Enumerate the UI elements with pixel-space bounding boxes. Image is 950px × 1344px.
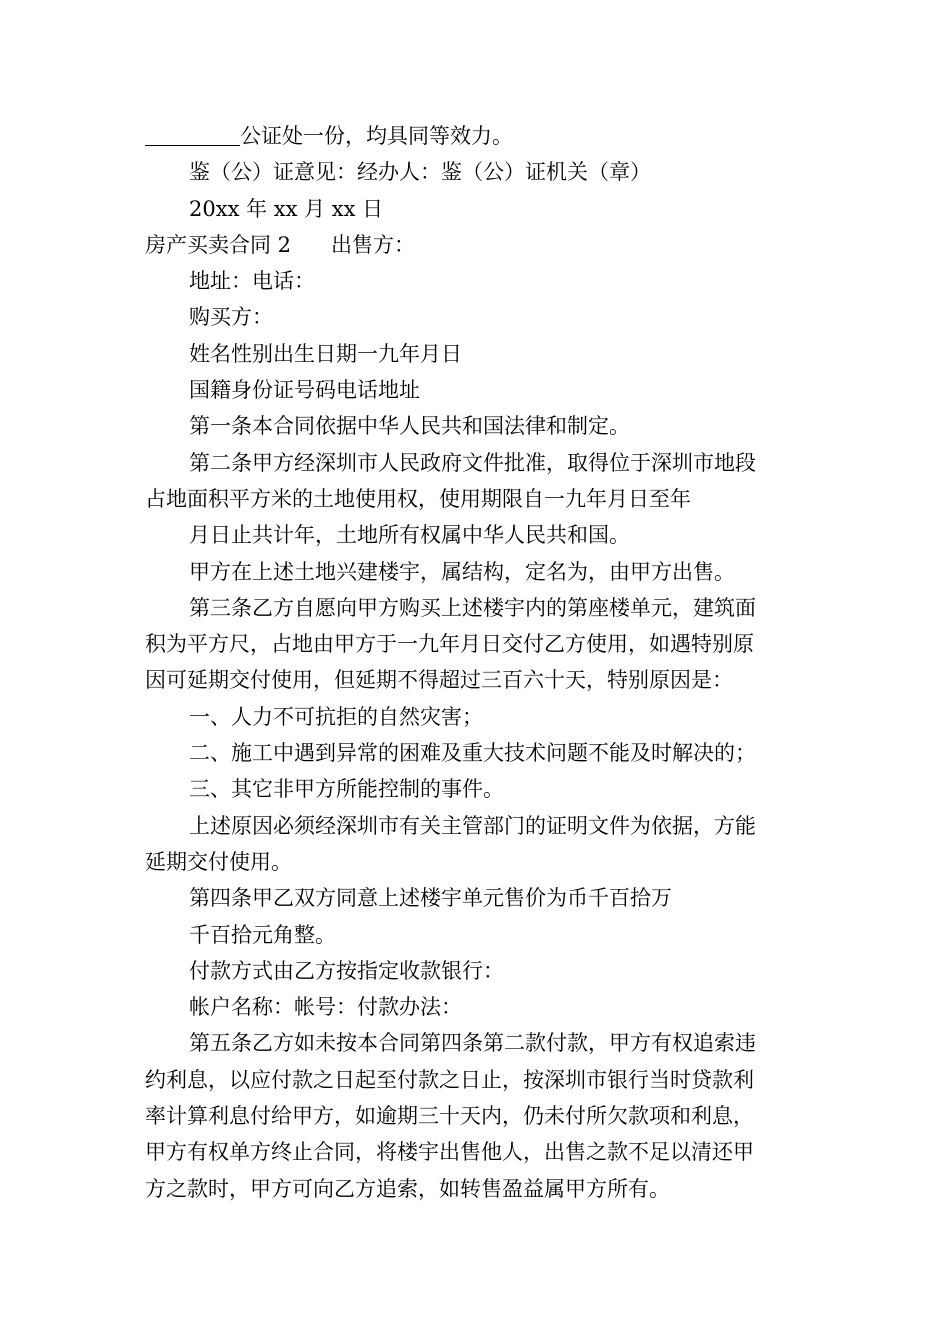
text-line-18: 二、施工中遇到异常的困难及重大技术问题不能及时解决的； (189, 741, 756, 766)
text-line-9: 第一条本合同依据中华人民共和国法律和制定。 (189, 414, 630, 439)
text-line-21: 延期交付使用。 (145, 849, 292, 874)
text-line-20: 上述原因必须经深圳市有关主管部门的证明文件为依据，方能 (189, 813, 756, 838)
text-line-17: 一、人力不可抗拒的自然灾害； (189, 704, 483, 729)
text-line-10: 第二条甲方经深圳市人民政府文件批准，取得位于深圳市地段 (189, 450, 756, 475)
text-line-25: 帐户名称：帐号：付款办法： (189, 995, 462, 1020)
section-title: 房产买卖合同 2 (145, 232, 292, 257)
text-line-8: 国籍身份证号码电话地址 (189, 378, 420, 403)
text-line-16: 因可延期交付使用，但延期不得超过三百六十天，特别原因是： (145, 668, 733, 693)
text-line-28: 率计算利息付给甲方，如逾期三十天内，仍未付所欠款项和利息， (145, 1104, 754, 1129)
text-line-23: 千百拾元角整。 (189, 922, 336, 947)
text-line-29: 甲方有权单方终止合同，将楼宇出售他人，出售之款不足以清还甲 (145, 1140, 754, 1165)
text-line-2: 鉴（公）证意见：经办人：鉴（公）证机关（章） (189, 160, 651, 185)
text-line-5: 地址：电话： (189, 269, 315, 294)
text-line-27: 约利息，以应付款之日起至付款之日止，按深圳市银行当时贷款利 (145, 1067, 754, 1092)
text-line-12: 月日止共计年，土地所有权属中华人民共和国。 (189, 523, 630, 548)
text-line-22: 第四条甲乙双方同意上述楼宇单元售价为币千百拾万 (189, 886, 672, 911)
text-line-1: 公证处一份，均具同等效力。 (145, 118, 807, 154)
blank-underline (145, 123, 240, 146)
text-line-15: 积为平方尺，占地由甲方于一九年月日交付乙方使用，如遇特别原 (145, 632, 754, 657)
text-line-26: 第五条乙方如未按本合同第四条第二款付款，甲方有权追索违 (189, 1031, 756, 1056)
text-line-14: 第三条乙方自愿向甲方购买上述楼宇内的第座楼单元，建筑面 (189, 595, 756, 620)
text-line-7: 姓名性别出生日期一九年月日 (189, 341, 462, 366)
text-line-11: 占地面积平方米的土地使用权，使用期限自一九年月日至年 (145, 486, 691, 511)
text-line-24: 付款方式由乙方按指定收款银行： (189, 958, 504, 983)
text-line-6: 购买方： (189, 305, 273, 330)
text-line-4: 房产买卖合同 2 出售方： (145, 232, 416, 257)
document-body (145, 118, 807, 1207)
text-line-13: 甲方在上述土地兴建楼宇，属结构，定名为，由甲方出售。 (189, 559, 735, 584)
text-line-30: 方之款时，甲方可向乙方追索，如转售盈益属甲方所有。 (145, 1176, 670, 1201)
text-line-3: 20xx 年 xx 月 xx 日 (189, 196, 384, 221)
text-line-19: 三、其它非甲方所能控制的事件。 (189, 777, 504, 802)
